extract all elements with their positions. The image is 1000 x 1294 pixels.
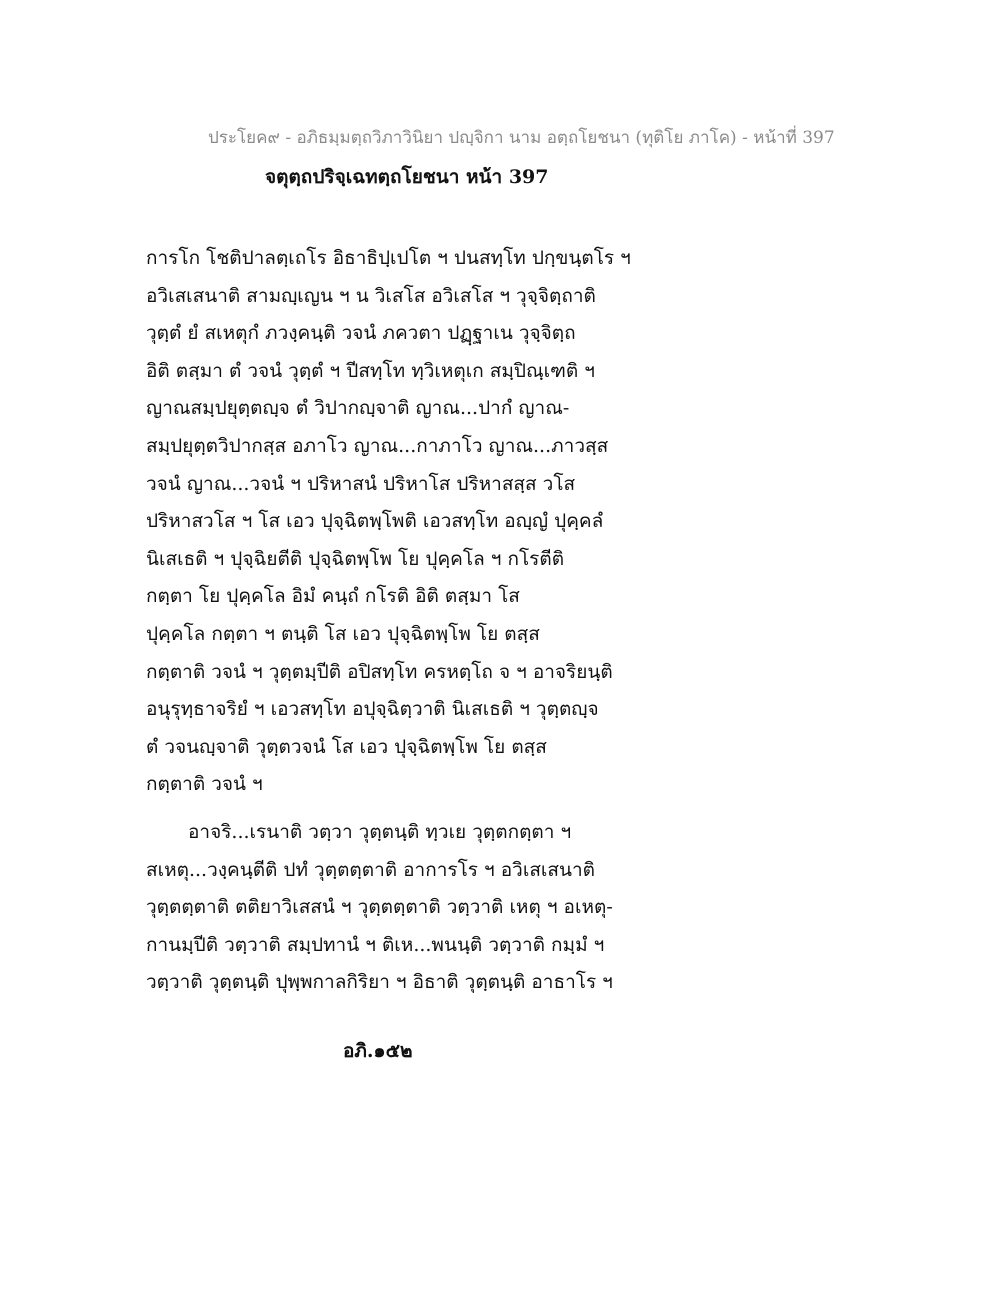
text-line: วตฺวาติ วุตฺตนฺติ ปุพฺพกาลกิริยา ฯ อิธาติ วุตฺตนฺติ อาธาโร ฯ bbox=[146, 971, 613, 994]
text-line: สเหตุ...วงฺคนฺตีติ ปทํ วุตฺตตฺตาติ อาการโร ฯ อวิเสเสนาติ bbox=[146, 858, 596, 881]
text-line: กตฺตา โย ปุคฺคโล อิมํ คนฺถํ กโรติ อิติ ตสฺมา โส bbox=[146, 585, 520, 608]
text-line: อนุรุทฺธาจริยํ ฯ เอวสทฺโท อปุจฺฉิตฺวาติ นิเสเธติ ฯ วุตฺตญฺจ bbox=[146, 698, 599, 721]
paragraph-2 bbox=[146, 814, 686, 1002]
text-line: ตํ วจนญฺจาติ วุตฺตวจนํ โส เอว ปุจฺฉิตพฺโพ โย ตสฺส bbox=[146, 735, 547, 758]
paragraph-1 bbox=[146, 240, 686, 804]
page-folio: อภิ.๑๕๒ bbox=[343, 1040, 413, 1062]
text-line: อิติ ตสฺมา ตํ วจนํ วุตฺตํ ฯ ปีสทฺโท ทฺวิเหตุเก สมฺปิณฺเฑติ ฯ bbox=[146, 359, 595, 382]
paragraph-gap bbox=[146, 804, 686, 814]
text-line: ญาณสมฺปยุตฺตญฺจ ตํ วิปากญฺจาติ ญาณ...ปากํ ญาณ- bbox=[146, 397, 570, 420]
text-line: วุตฺตํ ยํ สเหตุกํ ภวงฺคนฺติ วจนํ ภควตา ปฏฺฐาเน วุจฺจิตฺถ bbox=[146, 322, 576, 345]
text-line: อาจริ...เรนาติ วตฺวา วุตฺตนฺติ ทฺวเย วุตฺตกตฺตา ฯ bbox=[188, 820, 572, 843]
chapter-heading: จตุตฺถปริจฺเฉทตฺถโยชนา หน้า 397 bbox=[265, 166, 549, 188]
text-line: กตฺตาติ วจนํ ฯ วุตฺตมฺปีติ อปิสทฺโท ครหตฺโถ จ ฯ อาจริยนฺติ bbox=[146, 660, 613, 683]
text-line: การโก โชติปาลตฺเถโร อิธาธิปฺเปโต ฯ ปนสทฺโท ปกฺขนฺตโร ฯ bbox=[146, 247, 631, 269]
running-header: ประโยค๙ - อภิธมฺมตฺถวิภาวินิยา ปญฺจิกา นาม อตฺถโยชนา (ทุติโย ภาโค) - หน้าที่ 397 bbox=[208, 128, 835, 148]
text-line: วจนํ ญาณ...วจนํ ฯ ปริหาสนํ ปริหาโส ปริหาสสฺส วโส bbox=[146, 472, 576, 495]
text-line: ปุคฺคโล กตฺตา ฯ ตนฺติ โส เอว ปุจฺฉิตพฺโพ โย ตสฺส bbox=[146, 622, 540, 645]
text-line: กานมฺปีติ วตฺวาติ สมฺปทานํ ฯ ติเห...พนนฺติ วตฺวาติ กมฺมํ ฯ bbox=[146, 933, 605, 956]
text-line: สมฺปยุตฺตวิปากสฺส อภาโว ญาณ...กาภาโว ญาณ...ภาวสฺส bbox=[146, 434, 609, 457]
text-line: ปริหาสวโส ฯ โส เอว ปุจฺฉิตพฺโพติ เอวสทฺโท อญฺญํ ปุคฺคลํ bbox=[146, 510, 604, 533]
text-line: นิเสเธติ ฯ ปุจฺฉิยตีติ ปุจฺฉิตพฺโพ โย ปุคฺคโล ฯ กโรตีติ bbox=[146, 547, 565, 570]
text-line: กตฺตาติ วจนํ ฯ bbox=[146, 773, 263, 796]
text-line: วุตฺตตฺตาติ ตติยาวิเสสนํ ฯ วุตฺตตฺตาติ วตฺวาติ เหตุ ฯ อเหตุ- bbox=[146, 896, 613, 919]
text-line: อวิเสเสนาติ สามญฺเญน ฯ น วิเสโส อวิเสโส ฯ วุจฺจิตฺถาติ bbox=[146, 284, 596, 307]
body-text bbox=[146, 240, 686, 1002]
